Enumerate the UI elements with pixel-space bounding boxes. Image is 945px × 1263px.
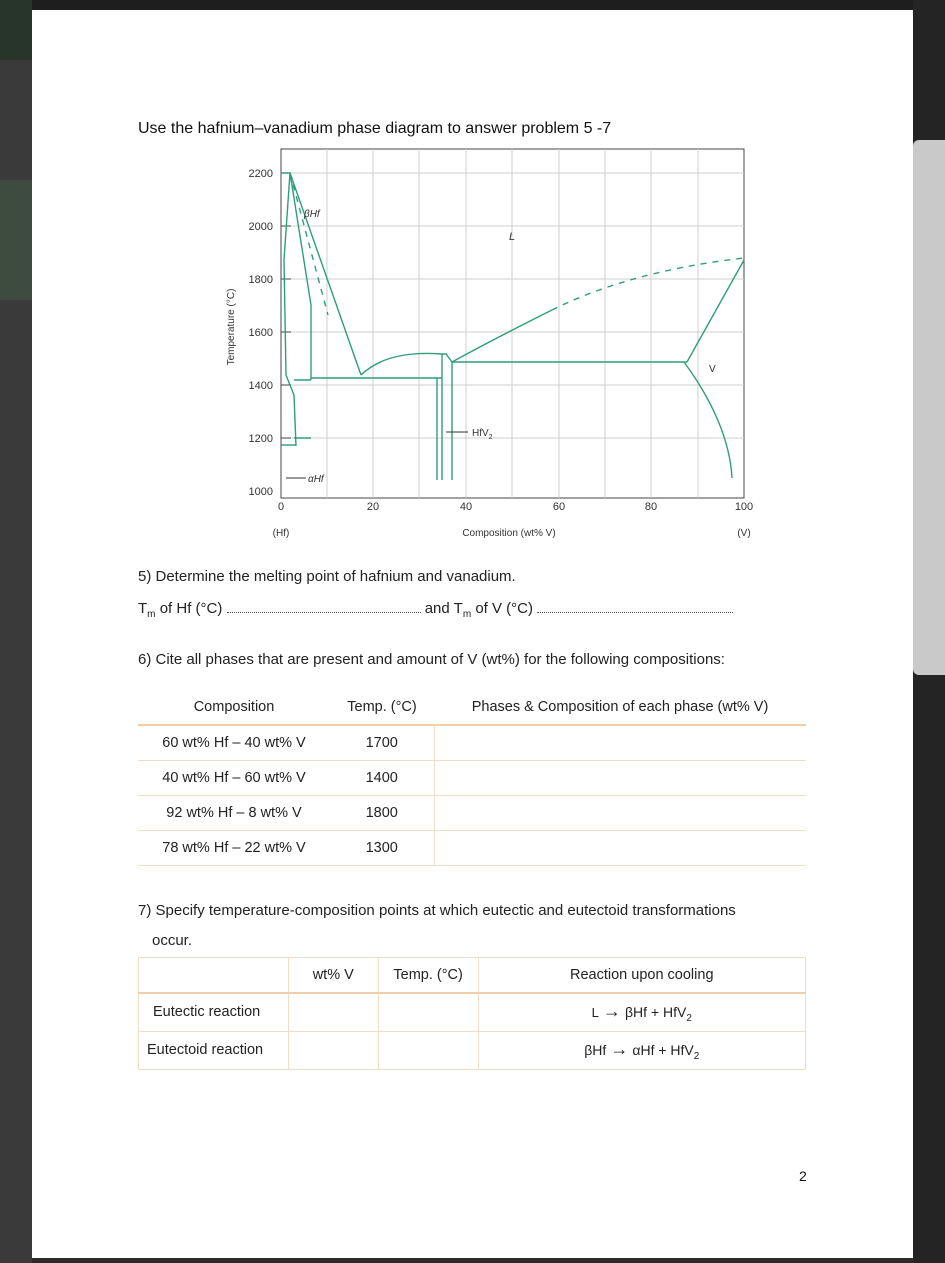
x-tick-label: 80 [644, 501, 658, 513]
tm-v-label: of V (°C) [475, 600, 533, 617]
eutectoid-label: Eutectoid reaction [147, 1042, 264, 1058]
answer-cell[interactable] [434, 831, 806, 866]
answer-cell[interactable] [288, 993, 378, 1031]
x-tick-label: 40 [459, 501, 473, 513]
label-beta-hf: βHf [304, 209, 320, 220]
scrollbar[interactable] [913, 140, 945, 675]
x-tick-label: 0 [277, 501, 285, 513]
x-axis-label: Composition (wt% V) [462, 528, 556, 539]
arrow-icon: → [602, 1000, 621, 1021]
tm-v-blank[interactable] [537, 600, 733, 613]
tm-hf-blank[interactable] [227, 600, 421, 613]
eutectic-reaction: L → βHf + HfV$_2$ [478, 993, 805, 1031]
q7-header-temp: Temp. (°C) [378, 958, 478, 994]
y-tick-label: 2000 [248, 221, 273, 233]
answer-cell[interactable] [434, 761, 806, 796]
eutectoid-reaction: βHf → αHf + HfV$_2$ [478, 1031, 805, 1069]
y-tick-label: 1600 [248, 327, 273, 339]
label-liquid: L [509, 231, 516, 243]
x-tick-label: 100 [734, 501, 754, 513]
q6-header-composition: Composition [193, 699, 275, 715]
answer-cell[interactable] [288, 1031, 378, 1069]
q7-text-line2: occur. [152, 932, 193, 949]
q7-text-line1: 7) Specify temperature-composition points at which eutectic and eutectoid transformations [138, 902, 736, 919]
x-tick-label: 20 [366, 501, 380, 513]
y-axis-label: Temperature (°C) [226, 288, 237, 366]
table-row: 78 wt% Hf – 22 wt% V 1300 [138, 831, 806, 866]
table-row: 92 wt% Hf – 8 wt% V 1800 [138, 796, 806, 831]
page-number: 2 [799, 1168, 807, 1184]
table-row: 60 wt% Hf – 40 wt% V 1700 [138, 725, 806, 761]
q7-header-wt: wt% V [288, 958, 378, 994]
q7-header-reaction: Reaction upon cooling [478, 958, 805, 994]
label-hfv2: HfV$_2$ [472, 428, 493, 441]
answer-cell[interactable] [378, 1031, 478, 1069]
x-end-left-label: (Hf) [272, 528, 290, 539]
y-tick-label: 1000 [248, 486, 273, 498]
x-tick-label: 60 [552, 501, 566, 513]
table-row [139, 993, 806, 1031]
y-tick-label: 2200 [248, 168, 273, 180]
tm-hf-label: of Hf (°C) [159, 600, 223, 617]
tm-symbol: T [138, 600, 148, 617]
q6-table [138, 690, 806, 866]
answer-cell[interactable] [434, 725, 806, 761]
answer-cell[interactable] [378, 993, 478, 1031]
q7-table [138, 957, 806, 1070]
eutectic-label: Eutectic reaction [153, 1004, 261, 1021]
q6-header-temp: Temp. (°C) [347, 699, 417, 715]
y-tick-label: 1400 [248, 380, 273, 392]
top-strip [32, 0, 913, 10]
table-row: 40 wt% Hf – 60 wt% V 1400 [138, 761, 806, 796]
and-label: and [424, 600, 450, 617]
grid-vertical [327, 149, 698, 498]
q5-answer-line: $T_m$ of Hf (°C) and $T_m$ of V (°C) [138, 600, 733, 620]
q5-text: 5) Determine the melting point of hafnium and vanadium. [138, 568, 516, 585]
table-row [139, 1031, 806, 1069]
arrow-icon: → [610, 1038, 629, 1059]
answer-cell[interactable] [434, 796, 806, 831]
dashed-phase-lines [290, 173, 744, 315]
y-tick-label: 1800 [248, 274, 273, 286]
y-tick-label: 1200 [248, 433, 273, 445]
q6-text: 6) Cite all phases that are present and amount of V (wt%) for the following compositions: [138, 651, 725, 668]
document-page [32, 10, 913, 1258]
label-alpha-hf: αHf [308, 474, 324, 485]
q6-header-phases: Phases & Composition of each phase (wt% V) [471, 699, 769, 715]
x-end-right-label: (V) [737, 528, 751, 539]
phase-diagram [32, 140, 913, 550]
page-title: Use the hafnium–vanadium phase diagram to answer problem 5 -7 [138, 120, 612, 137]
label-v-phase: V [709, 364, 716, 375]
left-edge-background [0, 0, 32, 1263]
